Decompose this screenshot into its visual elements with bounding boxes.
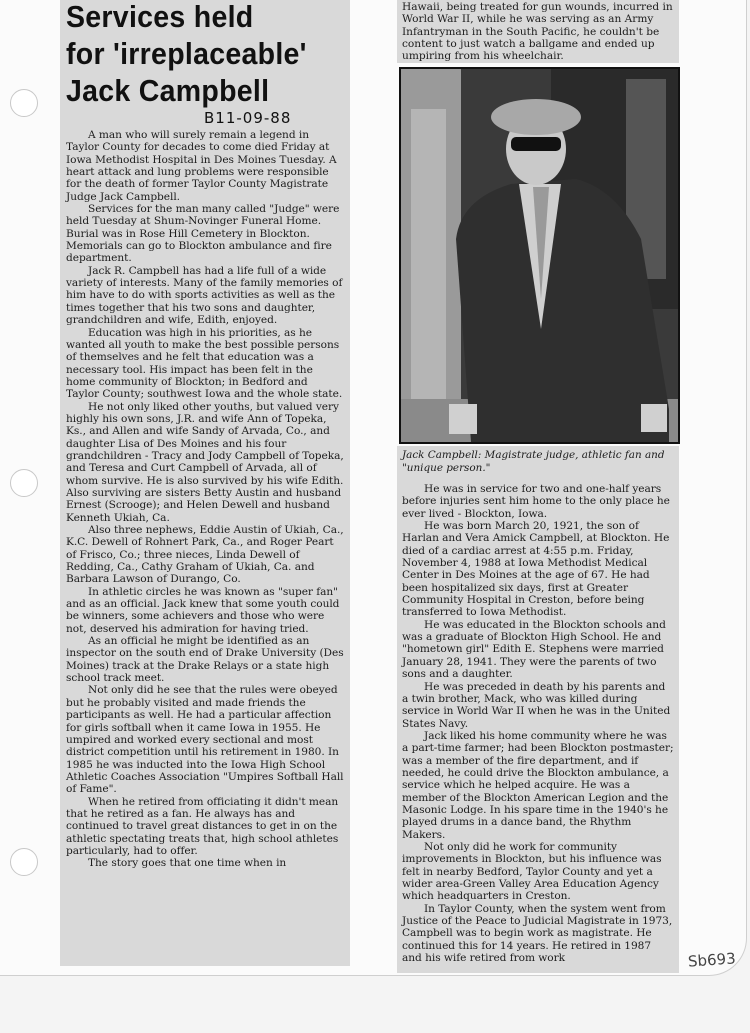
paragraph: Jack R. Campbell has had a life full of a wide variety of interests. Many of the family memories of him have to do with sports activities as well as the times together that his two sons and daughter, grandchildren and wife, Edith, enjoyed. (66, 264, 343, 327)
paragraph: In athletic circles he was known as "super fan" and as an official. Jack knew that some youth could be winners, some achievers and those who were not, deserved his admiration for having tried. (66, 585, 340, 635)
right-column-clipping (397, 446, 679, 973)
paragraph: Also three nephews, Eddie Austin of Ukiah, Ca., K.C. Dewell of Rohnert Park, Ca., and Roger Peart of Frisco, Co.; three nieces, Linda Dewell of Redding, Ca., Cathy Graham of Ukiah, Ca. and Barbara Lawson of Durango, Co. (66, 524, 344, 586)
portrait-photo (399, 67, 680, 444)
archive-mark: Sb693 (687, 949, 737, 971)
paragraph: In Taylor County, when the system went from Justice of the Peace to Judicial Magistrate in 1973, Campbell was to begin work as magistrate. He continued this for 14 years. He retired in 1987 and his wife retired from work (402, 902, 673, 965)
headline (66, 0, 344, 111)
paragraph: He was preceded in death by his parents and a twin brother, Mack, who was killed during service in World War II when he was in the United States Navy. (402, 680, 671, 730)
paragraph: Not only did he work for community improvements in Blockton, but his influence was felt in nearby Bedford, Taylor County and yet a wider area-Green Valley Area Education Agency which headquarters in Creston. (402, 840, 662, 903)
paragraph: Not only did he see that the rules were obeyed but he probably visited and made friends the participants as well. He had a particular affection for girls softball when it came Iowa in 1955. He umpired and worked every sectional and most district competition until his retirement in 1980. In 1985 he was inducted into the Iowa High School Athletic Coaches Association "Umpires Softball Hall of Fame". (66, 684, 344, 796)
continuation-clipping (397, 0, 679, 63)
binder-hole (10, 89, 38, 117)
headline-line: Jack Campbell (66, 73, 270, 108)
handwritten-date: B11-09-88 (204, 109, 292, 127)
paragraph: As an official he might be identified as an inspector on the south end of Drake University (Des Moines) track at the Drake Relays or a state high school track meet. (66, 635, 344, 685)
left-column-clipping (60, 0, 350, 966)
binder-hole (10, 469, 38, 497)
paragraph: He not only liked other youths, but valued very highly his own sons, J.R. and wife Ann of Topeka, Ks., and Allen and wife Sandy of Arvada, Co., and daughter Lisa of Des Moines and his four grandchildren - Tracy and Jody Campbell of Topeka, and Teresa and Curt Campbell of Arvada, all of whom survive. He is also survived by his wife Edith. Also surviving are sisters Betty Austin and husband Ernest (Scrooge); and Helen Dewell and husband Kenneth Ukiah, Ca. (66, 400, 344, 524)
headline-line: for 'irreplaceable' (66, 36, 307, 71)
paragraph: He was born March 20, 1921, the son of Harlan and Vera Amick Campbell, at Blockton. He died of a cardiac arrest at 4:55 p.m. Friday, November 4, 1988 at Iowa Methodist Medical Center in Des Moines at the age of 67. He had been hospitalized six days, first at Greater Community Hospital in Creston, before being transferred to Iowa Methodist. (402, 520, 670, 619)
paragraph: When he retired from officiating it didn't mean that he retired as a fan. He always has and continued to travel great distances to get in on the athletic spectating treats that, high school athletes particularly, had to offer. (66, 795, 339, 857)
paragraph: He was in service for two and one-half years before injuries sent him home to the only place he ever lived - Blockton, Iowa. (402, 483, 670, 520)
paragraph: A man who will surely remain a legend in Taylor County for decades to come died Friday at Iowa Methodist Hospital in Des Moines Tuesday. A heart attack and lung problems were responsible for the death of former Taylor County Magistrate Judge Jack Campbell. (66, 129, 337, 203)
binder-hole (10, 848, 38, 876)
paragraph: The story goes that one time when in (88, 857, 287, 870)
article-body-left (66, 129, 344, 870)
paragraph: Education was high in his priorities, as he wanted all youth to make the best possible persons of themselves and he felt that education was a necessary tool. His impact has been felt in the home community of Blockton; in Bedford and Taylor County; southwest Iowa and the whole state. (66, 326, 343, 401)
headline-line: Services held (66, 0, 254, 34)
paragraph: He was educated in the Blockton schools and was a graduate of Blockton High School. He and "hometown girl" Edith E. Stephens were married January 28, 1941. They were the parents of two sons and a daughter. (402, 618, 666, 681)
paragraph: Services for the man many called "Judge" were held Tuesday at Shum-Novinger Funeral Home. Burial was in Rose Hill Cemetery in Blockton. Memorials can go to Blockton ambulance and fire department. (66, 203, 340, 265)
photo-caption: Jack Campbell: Magistrate judge, athletic fan and "unique person." (402, 449, 665, 474)
man-in-suit-image (401, 69, 678, 442)
paragraph: Hawaii, being treated for gun wounds, incurred in World War II, while he was serving as an Army Infantryman in the South Pacific, he couldn't be content to just watch a ballgame and ended up umpiring from his wheelchair. (402, 1, 673, 63)
article-body-right (402, 483, 674, 964)
paragraph: Jack liked his home community where he was a part-time farmer; had been Blockton postmaster; was a member of the fire department, and if needed, he could drive the Blockton ambulance, a service which he helped acquire. He was a member of the Blockton American Legion and the Masonic Lodge. In his spare time in the 1940's he played drums in a dance band, the Rhythm Makers. (402, 729, 674, 841)
